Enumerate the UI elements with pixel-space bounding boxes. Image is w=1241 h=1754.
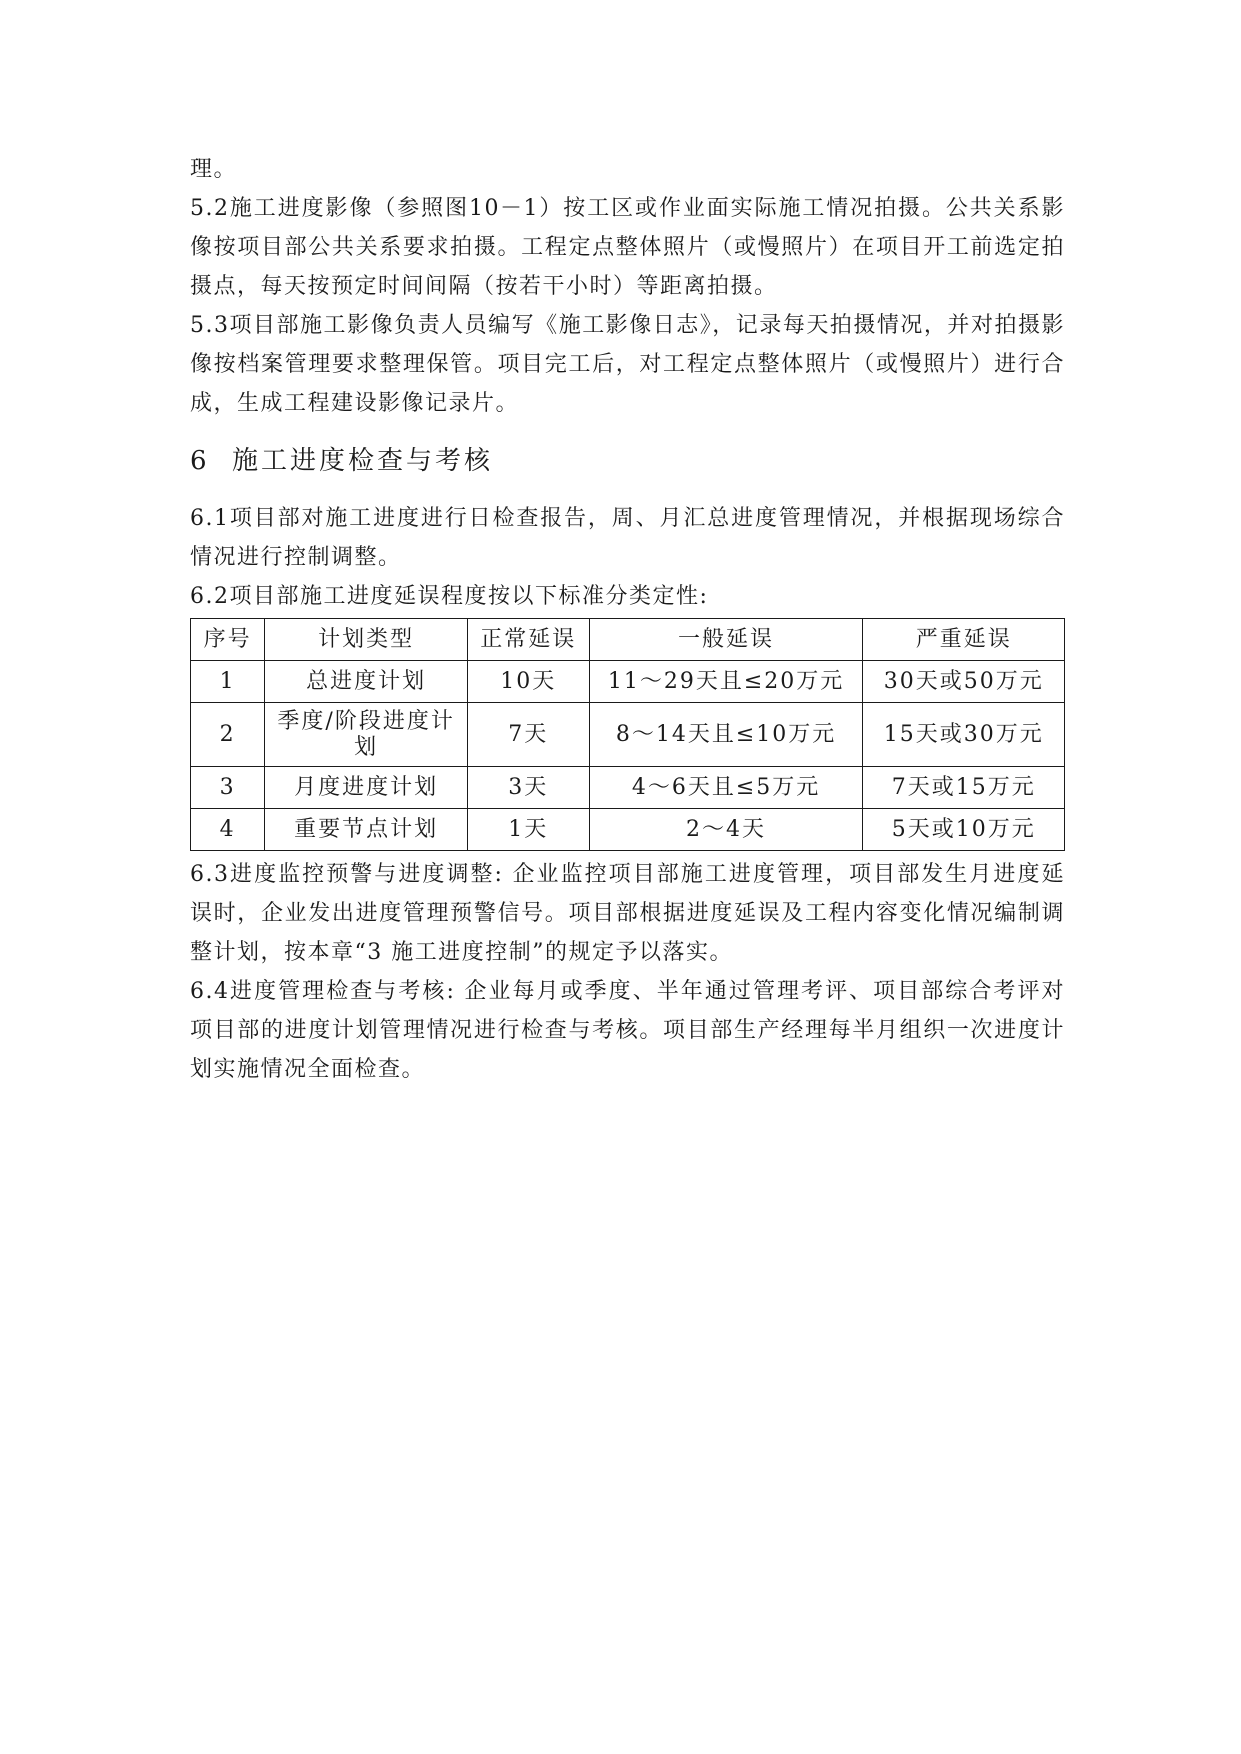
table-cell: 月度进度计划 — [265, 767, 468, 809]
table-cell: 15天或30万元 — [863, 703, 1065, 767]
paragraph-6-2: 6.2项目部施工进度延误程度按以下标准分类定性: — [190, 584, 709, 609]
paragraph-5-2: 5.2施工进度影像（参照图10－1）按工区或作业面实际施工情况拍摄。公共关系影像按项目部公共关系要求拍摄。工程定点整体照片（或慢照片）在项目开工前选定拍摄点，每天按预定时间间隔（按若干小时）等距离拍摄。 — [190, 196, 1065, 299]
paragraph-continuation: 理。 — [190, 157, 238, 182]
table-row — [191, 767, 1065, 809]
header-severe-delay: 严重延误 — [863, 619, 1065, 661]
section-title: 施工进度检查与考核 — [232, 446, 494, 476]
table-cell: 8～14天且≤10万元 — [589, 703, 863, 767]
section-heading-6 — [190, 441, 1065, 481]
table-cell: 总进度计划 — [265, 661, 468, 703]
table-header-row — [191, 619, 1065, 661]
paragraph-6-3: 6.3进度监控预警与进度调整: 企业监控项目部施工进度管理，项目部发生月进度延误时，企业发出进度管理预警信号。项目部根据进度延误及工程内容变化情况编制调整计划，按本章“3 施工进度控制”的规定予以落实。 — [190, 862, 1065, 965]
table-cell: 2 — [191, 703, 265, 767]
paragraph-5-3: 5.3项目部施工影像负责人员编写《施工影像日志》，记录每天拍摄情况，并对拍摄影像按档案管理要求整理保管。项目完工后，对工程定点整体照片（或慢照片）进行合成，生成工程建设影像记录片。 — [190, 313, 1065, 416]
table-row — [191, 809, 1065, 851]
section-number: 6 — [190, 446, 210, 476]
table-cell: 7天 — [467, 703, 589, 767]
table-cell: 4～6天且≤5万元 — [589, 767, 863, 809]
table-cell: 1天 — [467, 809, 589, 851]
header-general-delay: 一般延误 — [589, 619, 863, 661]
delay-classification-table — [190, 618, 1065, 851]
table-cell: 7天或15万元 — [863, 767, 1065, 809]
header-normal-delay: 正常延误 — [467, 619, 589, 661]
table-cell: 10天 — [467, 661, 589, 703]
table-row — [191, 661, 1065, 703]
header-seq: 序号 — [191, 619, 265, 661]
document-body — [190, 150, 1065, 1089]
table-cell: 季度/阶段进度计划 — [265, 703, 468, 767]
table-cell: 4 — [191, 809, 265, 851]
table-cell: 1 — [191, 661, 265, 703]
table-cell: 3天 — [467, 767, 589, 809]
table-cell: 2～4天 — [589, 809, 863, 851]
table-cell: 3 — [191, 767, 265, 809]
paragraph-6-1: 6.1项目部对施工进度进行日检查报告，周、月汇总进度管理情况，并根据现场综合情况进行控制调整。 — [190, 506, 1065, 570]
table-cell: 30天或50万元 — [863, 661, 1065, 703]
header-plan-type: 计划类型 — [265, 619, 468, 661]
paragraph-6-4: 6.4进度管理检查与考核: 企业每月或季度、半年通过管理考评、项目部综合考评对项目部的进度计划管理情况进行检查与考核。项目部生产经理每半月组织一次进度计划实施情况全面检查。 — [190, 979, 1065, 1082]
table-cell: 5天或10万元 — [863, 809, 1065, 851]
table-row — [191, 703, 1065, 767]
table-cell: 重要节点计划 — [265, 809, 468, 851]
table-cell: 11～29天且≤20万元 — [589, 661, 863, 703]
